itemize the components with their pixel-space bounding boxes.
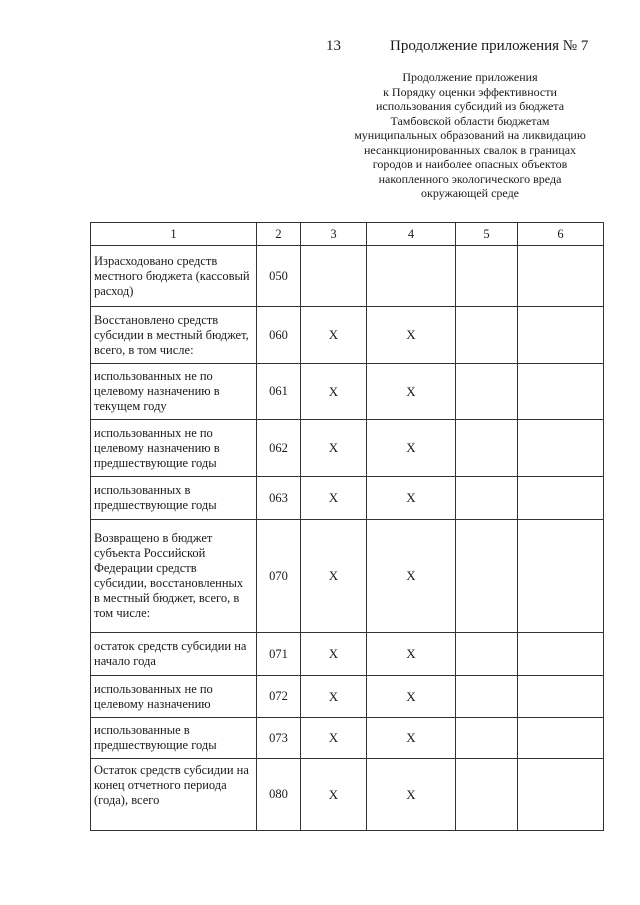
page-number: 13 xyxy=(326,38,341,54)
subtitle-line: Тамбовской области бюджетам xyxy=(390,113,550,128)
row-code: 071 xyxy=(257,633,301,676)
row-code: 050 xyxy=(257,246,301,307)
table-row xyxy=(91,246,604,307)
cell-col5 xyxy=(456,364,518,420)
subtitle-line: использования субсидий из бюджета xyxy=(375,99,565,113)
row-code: 080 xyxy=(257,759,301,831)
cell-col5 xyxy=(456,633,518,676)
table-header-row xyxy=(91,223,604,246)
row-code: 060 xyxy=(257,307,301,364)
cell-col4: X xyxy=(367,420,456,477)
appendix-reference-block xyxy=(320,70,620,201)
subtitle-line: к Порядку оценки эффективности xyxy=(383,84,557,99)
row-code: 072 xyxy=(257,676,301,718)
row-label: Остаток средств субсидии на конец отчетного периода (года), всего xyxy=(91,759,257,831)
cell-col6 xyxy=(518,759,604,831)
table-row xyxy=(91,676,604,718)
column-header: 5 xyxy=(456,223,518,246)
cell-col4: X xyxy=(367,676,456,718)
subtitle-line: окружающей среде xyxy=(420,186,519,200)
table-row xyxy=(91,477,604,520)
subsidy-report-table xyxy=(90,222,604,831)
cell-col4: X xyxy=(367,364,456,420)
cell-col5 xyxy=(456,759,518,831)
subtitle-line: несанкционированных свалок в границах xyxy=(363,142,577,157)
column-header: 2 xyxy=(257,223,301,246)
cell-col3 xyxy=(301,246,367,307)
row-label: использованные в предшествующие годы xyxy=(91,718,257,759)
cell-col4: X xyxy=(367,520,456,633)
table-row xyxy=(91,759,604,831)
row-label: Израсходовано средств местного бюджета (кассовый расход) xyxy=(91,246,257,307)
subtitle-line: городов и наиболее опасных объектов xyxy=(372,157,568,171)
cell-col4: X xyxy=(367,718,456,759)
subtitle-line: Продолжение приложения xyxy=(402,70,538,84)
cell-col6 xyxy=(518,520,604,633)
row-code: 063 xyxy=(257,477,301,520)
column-header: 6 xyxy=(518,223,604,246)
cell-col3: X xyxy=(301,307,367,364)
cell-col3: X xyxy=(301,420,367,477)
row-label: использованных не по целевому назначению в предшествующие годы xyxy=(91,420,257,477)
cell-col3: X xyxy=(301,520,367,633)
table-row xyxy=(91,718,604,759)
column-header: 4 xyxy=(367,223,456,246)
row-code: 062 xyxy=(257,420,301,477)
cell-col6 xyxy=(518,364,604,420)
row-code: 061 xyxy=(257,364,301,420)
row-code: 070 xyxy=(257,520,301,633)
row-label: использованных не по целевому назначению xyxy=(91,676,257,718)
cell-col6 xyxy=(518,676,604,718)
cell-col5 xyxy=(456,520,518,633)
subtitle-line: накопленного экологического вреда xyxy=(378,171,562,186)
cell-col4: X xyxy=(367,307,456,364)
cell-col5 xyxy=(456,718,518,759)
row-code: 073 xyxy=(257,718,301,759)
table-row xyxy=(91,420,604,477)
cell-col3: X xyxy=(301,718,367,759)
cell-col5 xyxy=(456,246,518,307)
cell-col3: X xyxy=(301,364,367,420)
cell-col3: X xyxy=(301,676,367,718)
row-label: остаток средств субсидии на начало года xyxy=(91,633,257,676)
cell-col4: X xyxy=(367,477,456,520)
page-header xyxy=(0,38,640,60)
column-header: 1 xyxy=(91,223,257,246)
cell-col3: X xyxy=(301,633,367,676)
table-row xyxy=(91,364,604,420)
cell-col5 xyxy=(456,307,518,364)
table-row xyxy=(91,520,604,633)
cell-col4: X xyxy=(367,759,456,831)
cell-col5 xyxy=(456,477,518,520)
table-row xyxy=(91,633,604,676)
cell-col6 xyxy=(518,246,604,307)
appendix-continuation-title: Продолжение приложения № 7 xyxy=(390,38,589,54)
column-header: 3 xyxy=(301,223,367,246)
cell-col3: X xyxy=(301,477,367,520)
cell-col4: X xyxy=(367,633,456,676)
row-label: Восстановлено средств субсидии в местный бюджет, всего, в том числе: xyxy=(91,307,257,364)
cell-col3: X xyxy=(301,759,367,831)
subtitle-line: муниципальных образований на ликвидацию xyxy=(354,128,586,142)
row-label: Возвращено в бюджет субъекта Российской Федерации средств субсидии, восстановленных в местный бюджет, всего, в том числе: xyxy=(91,520,257,633)
cell-col6 xyxy=(518,477,604,520)
table-row xyxy=(91,307,604,364)
row-label: использованных в предшествующие годы xyxy=(91,477,257,520)
cell-col6 xyxy=(518,718,604,759)
cell-col6 xyxy=(518,633,604,676)
cell-col4 xyxy=(367,246,456,307)
cell-col5 xyxy=(456,676,518,718)
cell-col6 xyxy=(518,420,604,477)
cell-col6 xyxy=(518,307,604,364)
cell-col5 xyxy=(456,420,518,477)
row-label: использованных не по целевому назначению в текущем году xyxy=(91,364,257,420)
